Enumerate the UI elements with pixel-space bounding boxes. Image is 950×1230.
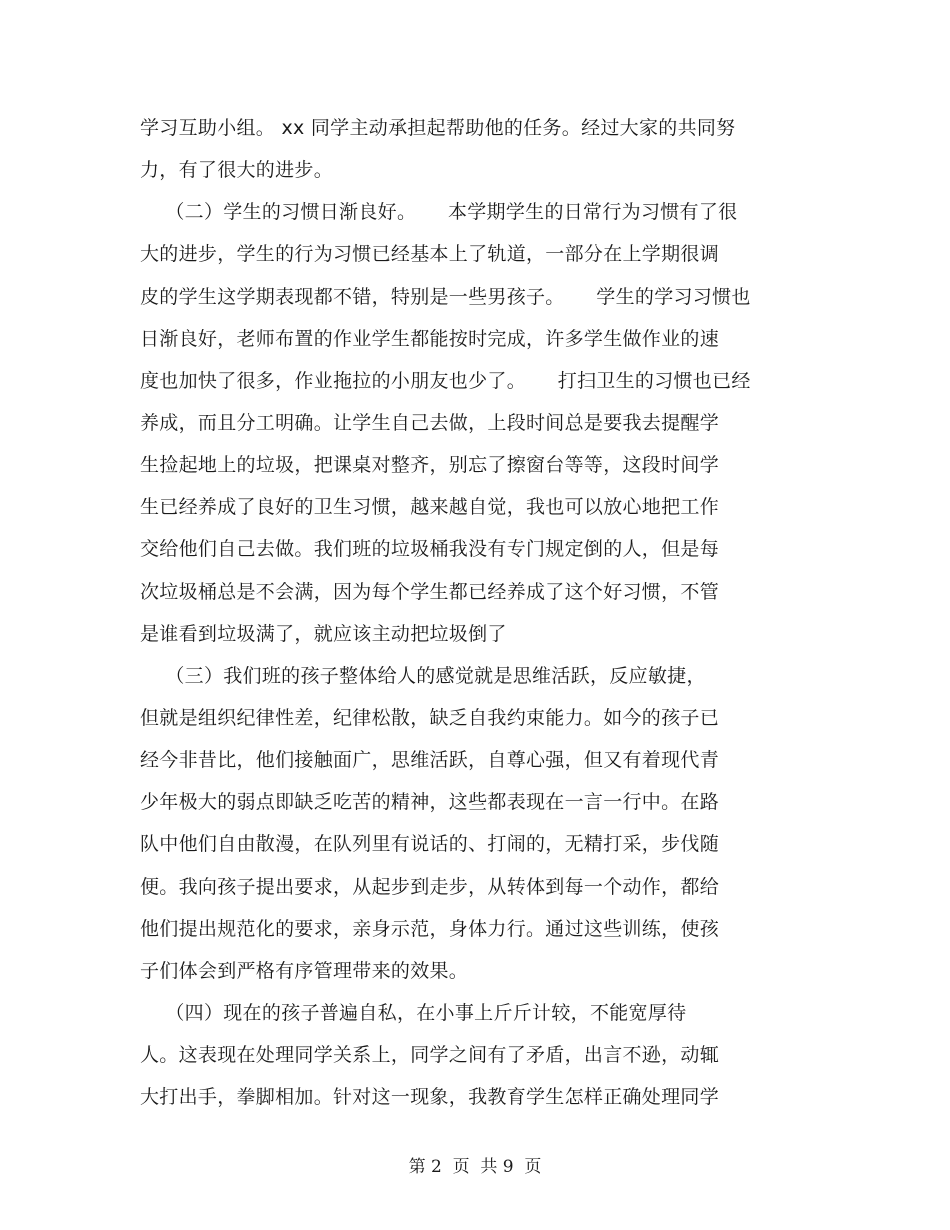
text-line: 大打出手，拳脚相加。针对这一现象，我教育学生怎样正确处理同学 — [140, 1086, 720, 1108]
page-number-footer: 第 2 页 共 9 页 — [408, 1157, 542, 1177]
text-line: 养成，而且分工明确。让学生自己去做，上段时间总是要我去提醒学 — [140, 412, 720, 434]
text-line: 学习互助小组。 xx 同学主动承担起帮助他的任务。经过大家的共同努 — [140, 117, 736, 139]
text-line: 经今非昔比，他们接触面广，思维活跃，自尊心强，但又有着现代青 — [140, 749, 720, 771]
text-line: 交给他们自己去做。我们班的垃圾桶我没有专门规定倒的人，但是每 — [140, 538, 720, 560]
text-line: 但就是组织纪律性差，纪律松散，缺乏自我约束能力。如今的孩子已 — [140, 707, 720, 729]
text-line: 他们提出规范化的要求，亲身示范，身体力行。通过这些训练，使孩 — [140, 918, 720, 940]
text-line: 日渐良好，老师布置的作业学生都能按时完成，许多学生做作业的速 — [140, 328, 720, 350]
text-line: （二）学生的习惯日渐良好。 本学期学生的日常行为习惯有了很 — [140, 201, 738, 223]
text-line: 子们体会到严格有序管理带来的效果。 — [140, 960, 469, 982]
text-line: 队中他们自由散漫，在队列里有说话的、打闹的，无精打采，步伐随 — [140, 833, 720, 855]
text-line: 生已经养成了良好的卫生习惯，越来越自觉，我也可以放心地把工作 — [140, 496, 720, 518]
text-line: （三）我们班的孩子整体给人的感觉就是思维活跃，反应敏捷， — [140, 665, 706, 687]
text-line: 生捡起地上的垃圾，把课桌对整齐，别忘了擦窗台等等，这段时间学 — [140, 454, 720, 476]
text-line: 少年极大的弱点即缺乏吃苦的精神，这些都表现在一言一行中。在路 — [140, 791, 720, 813]
text-line: 大的进步，学生的行为习惯已经基本上了轨道，一部分在上学期很调 — [140, 243, 720, 265]
text-line: 力，有了很大的进步。 — [140, 159, 334, 181]
text-line: 度也加快了很多，作业拖拉的小朋友也少了。 打扫卫生的习惯也已经 — [140, 370, 751, 392]
text-line: 人。这表现在处理同学关系上，同学之间有了矛盾，出言不逊，动辄 — [140, 1044, 720, 1066]
text-line: 皮的学生这学期表现都不错，特别是一些男孩子。 学生的学习习惯也 — [140, 286, 751, 308]
text-line: 便。我向孩子提出要求，从起步到走步，从转体到每一个动作，都给 — [140, 876, 720, 898]
text-line: 次垃圾桶总是不会满，因为每个学生都已经养成了这个好习惯，不管 — [140, 581, 720, 603]
text-line: （四）现在的孩子普遍自私，在小事上斤斤计较，不能宽厚待 — [140, 1002, 687, 1024]
text-line: 是谁看到垃圾满了，就应该主动把垃圾倒了 — [140, 623, 507, 645]
